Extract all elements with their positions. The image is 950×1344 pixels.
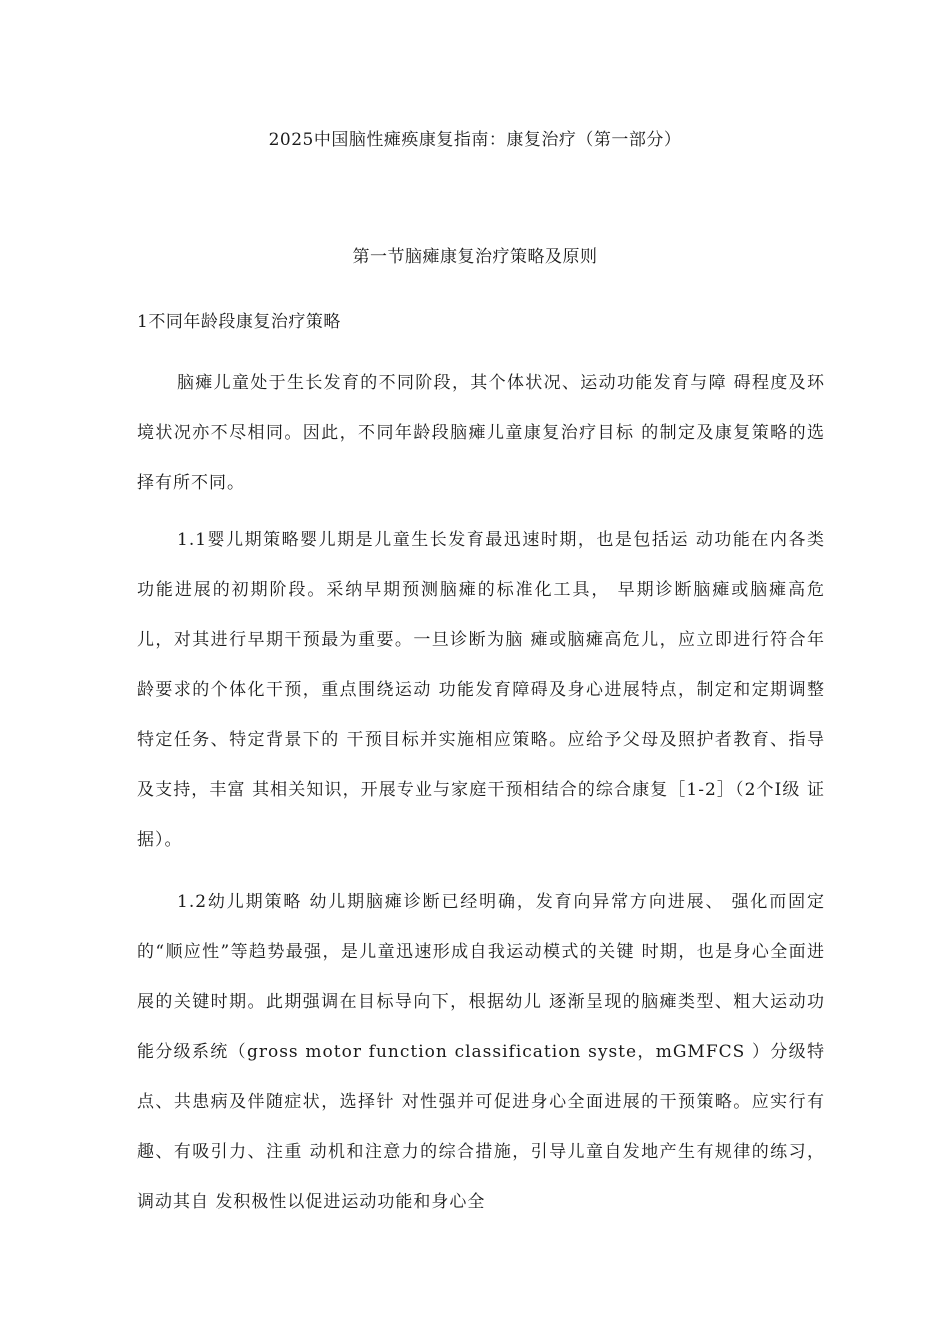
paragraph-infancy: 1.1婴儿期策略婴儿期是儿童生长发育最迅速时期，也是包括运 动功能在内各类功能进展的初期阶段。采纳早期预测脑瘫的标准化工具， 早期诊断脑瘫或脑瘫高危儿，对其进行早期干预最为重要。一旦诊断为脑 瘫或脑瘫高危儿，应立即进行符合年龄要求的个体化干预，重点围绕运动 功能发育障碍及身心进展特点，制定和定期调整特定任务、特定背景下的 干预目标并实施相应策略。应给予父母及照护者教育、指导及支持，丰富 其相关知识，开展专业与家庭干预相结合的综合康复［1-2］（2个I级 证据）。 [137, 530, 825, 850]
section-title: 第一节脑瘫康复治疗策略及原则 [352, 247, 598, 267]
paragraph-intro: 脑瘫儿童处于生长发育的不同阶段，其个体状况、运动功能发育与障 碍程度及环境状况亦不尽相同。因此，不同年龄段脑瘫儿童康复治疗目标 的制定及康复策略的选择有所不同。 [137, 373, 825, 493]
document-title: 2025中国脑性瘫痪康复指南：康复治疗（第一部分） [268, 130, 682, 150]
subheading: 1不同年龄段康复治疗策略 [137, 312, 341, 332]
paragraph-toddler: 1.2幼儿期策略 幼儿期脑瘫诊断已经明确，发育向异常方向进展、 强化而固定的“顺应性”等趋势最强，是儿童迅速形成自我运动模式的关键 时期，也是身心全面进展的关键时期。此期强调在目标导向下，根据幼儿 逐渐呈现的脑瘫类型、粗大运动功能分级系统（gross motor function classification syste，mGMFCS ）分级特点、共患病及伴随症状，选择针 对性强并可促进身心全面进展的干预策略。应实行有趣、有吸引力、注重 动机和注意力的综合措施，引导儿童自发地产生有规律的练习，调动其自 发积极性以促进运动功能和身心全 [137, 892, 825, 1212]
